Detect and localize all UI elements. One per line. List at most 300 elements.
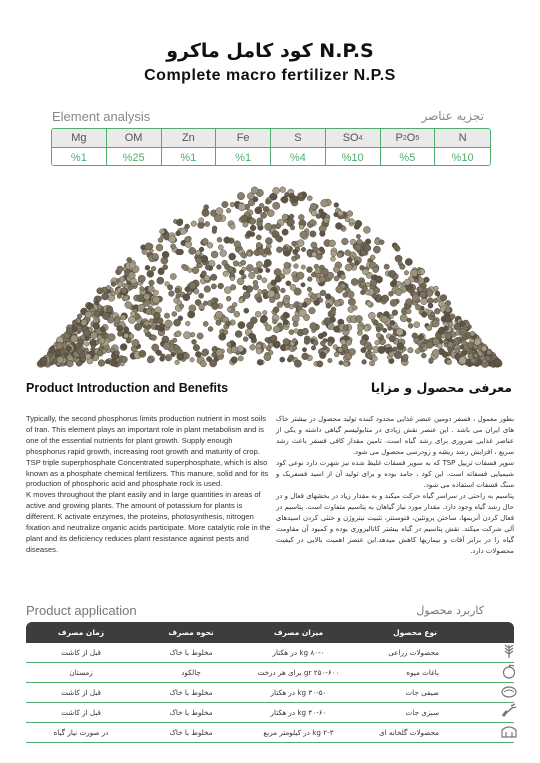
granule: [365, 291, 369, 295]
granule: [128, 272, 135, 279]
application-label-fa: کاربرد محصول: [416, 604, 484, 617]
granule: [331, 256, 336, 261]
granule: [243, 337, 248, 342]
element-value: %25: [107, 148, 162, 166]
granule: [220, 250, 227, 257]
granule: [429, 358, 434, 363]
granule: [283, 298, 289, 304]
granule: [102, 312, 109, 319]
granule: [280, 187, 286, 193]
apple-icon: [498, 661, 520, 681]
granule: [124, 333, 129, 338]
granule: [408, 323, 413, 328]
element-analysis-table: [51, 128, 491, 166]
granule: [90, 332, 97, 339]
granule: [471, 358, 476, 363]
granule: [366, 282, 371, 287]
cell-method: مخلوط با خاک: [169, 728, 213, 737]
granule: [421, 312, 427, 318]
granule: [203, 321, 208, 326]
granule: [158, 268, 164, 274]
element-value: %10: [435, 148, 490, 166]
granule: [166, 356, 171, 361]
granule: [235, 331, 242, 338]
granule: [485, 356, 490, 361]
granule: [283, 338, 290, 345]
granule: [246, 264, 253, 271]
granule: [271, 280, 277, 286]
granule: [128, 316, 135, 323]
granule: [40, 361, 46, 367]
granule: [163, 265, 168, 270]
granule: [312, 252, 317, 257]
granule: [49, 347, 56, 354]
cell-amount: ۴۰-۶۰ kg در هکتار: [270, 708, 327, 717]
granule: [272, 320, 277, 325]
granule: [406, 299, 413, 306]
granule: [394, 351, 401, 358]
granule: [191, 221, 197, 227]
granule: [362, 360, 367, 365]
granule: [261, 315, 268, 322]
granule: [369, 361, 374, 366]
granule: [420, 292, 427, 299]
granule: [183, 353, 190, 360]
granule: [276, 247, 282, 253]
granule: [67, 360, 74, 367]
granule: [395, 255, 402, 262]
granule: [374, 287, 380, 293]
granule: [406, 309, 411, 314]
cell-time: زمستان: [69, 668, 93, 677]
granule: [60, 349, 66, 355]
granule: [282, 229, 288, 235]
granule: [455, 348, 460, 353]
granule: [207, 242, 213, 248]
cell-time: قبل از کاشت: [61, 708, 101, 717]
granule: [277, 302, 283, 308]
element-header: N: [435, 129, 490, 148]
granule: [140, 286, 145, 291]
granule: [138, 275, 145, 282]
granule: [148, 286, 155, 293]
granule: [241, 215, 248, 222]
column-header: نحوه مصرف: [168, 628, 214, 637]
granule: [145, 265, 150, 270]
granule: [415, 349, 420, 354]
granule: [99, 338, 105, 344]
granule: [263, 310, 268, 315]
element-header: P 2 O 5: [381, 129, 436, 148]
granule: [212, 302, 219, 309]
granule: [375, 276, 382, 283]
granule: [345, 250, 351, 256]
granule: [97, 288, 103, 294]
granule: [319, 247, 324, 252]
granule: [299, 225, 304, 230]
granule: [84, 342, 89, 347]
granule: [171, 244, 176, 249]
granule: [145, 243, 152, 250]
granule: [238, 356, 243, 361]
element-value: %5: [381, 148, 436, 166]
granule: [77, 314, 82, 319]
granule: [289, 330, 294, 335]
element-header: SO 4: [326, 129, 381, 148]
granule: [217, 237, 222, 242]
granule: [219, 333, 226, 340]
granule: [304, 339, 310, 345]
granule: [348, 298, 355, 305]
granule: [328, 342, 333, 347]
granule: [293, 249, 298, 254]
granule: [227, 342, 232, 347]
granule: [370, 255, 375, 260]
granule: [100, 327, 105, 332]
granule: [253, 197, 258, 202]
granule: [404, 271, 409, 276]
granule: [265, 223, 272, 230]
granule: [289, 214, 294, 219]
granule: [229, 253, 236, 260]
granule: [273, 187, 280, 194]
granule: [338, 347, 343, 352]
granule: [123, 295, 128, 300]
granule: [309, 307, 316, 314]
vegetable-icon: [498, 701, 520, 721]
granule: [175, 331, 181, 337]
granule: [354, 244, 361, 251]
element-value: %1: [162, 148, 217, 166]
granule: [174, 345, 179, 350]
cell-time: قبل از کاشت: [61, 648, 101, 657]
granule: [459, 357, 467, 365]
granule: [81, 320, 87, 326]
granule: [202, 209, 209, 216]
granule: [230, 224, 235, 229]
element-header: Zn: [162, 129, 217, 148]
granule: [111, 359, 118, 366]
granule: [434, 286, 439, 291]
granule: [459, 321, 465, 327]
granule: [120, 315, 126, 321]
granule: [256, 242, 261, 247]
granule: [117, 325, 123, 331]
granule: [426, 290, 433, 297]
granule: [338, 210, 344, 216]
granule: [421, 353, 426, 358]
granule: [403, 354, 409, 360]
granule: [66, 346, 72, 352]
granule: [405, 258, 412, 265]
granule: [396, 328, 403, 335]
granule: [160, 229, 165, 234]
granule: [392, 279, 397, 284]
granule: [144, 321, 149, 326]
granule: [347, 211, 353, 217]
paragraph: پتاسیم به راحتی در سراسر گیاه حرکت میکند و به مقدار زیاد در بخشهای فعال و در حال رشد گیاه وجود دارد. مقدار مورد نیاز گیاهان به پتاسیم متفاوت است. پتاسیم در فعال کردن آنزیمها، ساختن پروتئین، فتوسنتز، تثبیت نیتروژن و خنثی کردن اسیدهای آلی شرکت میکند. نقش پتاسیم در گیاه بیشتر کاتالیزوری بوده و کمبود آن مقاومت گیاه را در برابر آفات و بیماریها کاهش میدهد.این عنصر اهمیت بالایی در کیفیت محصولات دارد.: [276, 492, 514, 555]
granule: [205, 221, 210, 226]
granule: [487, 350, 492, 355]
granule: [292, 338, 296, 342]
element-analysis-label: Element analysis: [52, 109, 151, 124]
granule: [340, 274, 345, 279]
granule: [313, 340, 318, 345]
granule: [410, 269, 418, 277]
granule: [257, 297, 263, 303]
granule: [83, 329, 90, 336]
granule: [234, 311, 240, 317]
granule: [158, 238, 163, 243]
wheat-icon: [498, 641, 520, 661]
granule: [367, 353, 372, 358]
granule: [435, 291, 440, 296]
granule: [250, 232, 255, 237]
granule: [307, 267, 313, 273]
granule: [321, 199, 329, 207]
granule: [447, 360, 452, 365]
granule: [346, 340, 352, 346]
granule: [121, 344, 127, 350]
granule: [183, 332, 190, 339]
granule: [273, 341, 280, 348]
granule: [273, 307, 279, 313]
granule: [400, 264, 406, 270]
granule: [292, 346, 297, 351]
granule: [211, 251, 218, 258]
granule: [314, 300, 320, 306]
granule: [430, 312, 435, 317]
granule: [421, 298, 427, 304]
granule: [149, 280, 155, 286]
granule: [440, 295, 446, 301]
granule: [76, 361, 82, 367]
granule: [283, 319, 289, 325]
granule: [241, 253, 246, 258]
granule: [389, 336, 395, 342]
granule: [367, 345, 372, 350]
granule: [164, 313, 169, 318]
granule: [381, 316, 388, 323]
granule: [258, 268, 263, 273]
element-value: %4: [271, 148, 326, 166]
granule: [230, 202, 235, 207]
table-row: [26, 663, 514, 683]
granule: [407, 318, 412, 323]
granule: [345, 353, 352, 360]
granule: [218, 283, 224, 289]
granule: [294, 329, 299, 334]
granule: [364, 326, 370, 332]
granule: [345, 264, 352, 271]
granule: [302, 302, 307, 307]
element-header: Fe: [216, 129, 271, 148]
granule: [297, 272, 304, 279]
granule: [298, 193, 304, 199]
granule: [266, 346, 271, 351]
granule: [105, 359, 110, 364]
granule: [302, 348, 306, 352]
granule: [397, 343, 404, 350]
granule: [177, 249, 183, 255]
title-persian: کود کامل ماکرو N.P.S: [166, 40, 374, 62]
granule: [432, 320, 439, 327]
granule: [151, 266, 156, 271]
table-header-row: [26, 622, 514, 643]
granule: [127, 257, 132, 262]
granule: [256, 235, 261, 240]
granule: [195, 351, 201, 357]
granule: [66, 327, 73, 334]
granule: [239, 298, 244, 303]
granule: [264, 248, 271, 255]
granule: [183, 294, 190, 301]
granule: [227, 266, 233, 272]
granule: [185, 321, 190, 326]
intro-title-fa: معرفی محصول و مزایا: [370, 380, 512, 395]
granule: [252, 338, 257, 343]
granule: [289, 355, 294, 360]
cell-method: مخلوط با خاک: [169, 648, 213, 657]
granule: [375, 340, 380, 345]
granule: [255, 207, 262, 214]
granule: [196, 250, 201, 255]
granule: [117, 266, 123, 272]
granule: [174, 319, 181, 326]
granule: [361, 281, 366, 286]
granule: [196, 257, 202, 263]
cell-method: مخلوط با خاک: [169, 688, 213, 697]
granule: [124, 327, 129, 332]
granule: [213, 298, 218, 303]
granule: [331, 310, 336, 315]
granule: [336, 286, 343, 293]
granule: [290, 284, 296, 290]
table-row: [26, 683, 514, 703]
granule: [322, 332, 327, 337]
granule: [428, 303, 433, 308]
granule: [307, 196, 312, 201]
granule: [482, 346, 487, 351]
granule: [286, 281, 291, 286]
granule: [300, 231, 307, 238]
granule: [230, 276, 234, 280]
granule: [320, 231, 326, 237]
granule: [412, 333, 418, 339]
granule: [302, 328, 309, 335]
granule: [125, 301, 132, 308]
granule: [469, 349, 474, 354]
granule: [414, 322, 420, 328]
granule: [165, 320, 173, 328]
granule: [442, 351, 448, 357]
granule: [192, 339, 197, 344]
granule: [445, 300, 451, 306]
granule: [310, 219, 316, 225]
table-row: [26, 723, 514, 743]
granule: [364, 245, 371, 252]
granule: [205, 265, 210, 270]
granule: [126, 338, 131, 343]
granule: [311, 294, 316, 299]
cell-method: مخلوط با خاک: [169, 708, 213, 717]
granule: [255, 311, 261, 317]
granule: [218, 245, 223, 250]
granule: [293, 321, 298, 326]
granule: [97, 305, 102, 310]
granule: [367, 301, 372, 306]
granule: [275, 235, 281, 241]
granule: [239, 270, 244, 275]
granule: [426, 325, 432, 331]
granule: [292, 241, 297, 246]
granule: [390, 320, 395, 325]
granule: [356, 315, 363, 322]
granule: [226, 296, 231, 301]
granule: [294, 360, 301, 367]
granule: [189, 247, 196, 254]
granule: [114, 350, 119, 355]
granule: [379, 240, 384, 245]
granule: [495, 359, 502, 366]
granule: [215, 311, 222, 318]
granule: [437, 343, 442, 348]
granule: [108, 334, 115, 341]
granule: [152, 253, 159, 260]
granule: [132, 339, 139, 346]
granule: [325, 294, 331, 300]
granule: [172, 312, 177, 317]
element-header: Mg: [52, 129, 107, 148]
granule: [202, 238, 208, 244]
granule: [163, 342, 170, 349]
granule: [223, 271, 229, 277]
granule: [217, 265, 222, 270]
granule: [412, 294, 419, 301]
granule: [175, 288, 180, 293]
granule: [283, 247, 289, 253]
granule: [189, 282, 196, 289]
granule: [310, 231, 316, 237]
granule: [363, 226, 370, 233]
granule: [281, 196, 288, 203]
granule: [331, 251, 337, 257]
granule: [176, 219, 182, 225]
granule: [383, 328, 387, 332]
granule: [324, 217, 330, 223]
cell-crop: سبزی جات: [405, 708, 439, 717]
granule: [209, 360, 216, 367]
granule: [390, 299, 397, 306]
granule: [256, 348, 262, 354]
granule: [311, 346, 316, 351]
granule: [319, 352, 326, 359]
granule: [216, 208, 223, 215]
granule: [314, 264, 319, 269]
granule: [423, 346, 428, 351]
granule: [153, 296, 160, 303]
granule: [251, 187, 258, 194]
table-row: [26, 703, 514, 723]
title-english: Complete macro fertilizer N.P.S: [144, 67, 396, 84]
granule: [262, 278, 267, 283]
granule: [439, 301, 445, 307]
granule: [432, 349, 439, 356]
granule: [265, 325, 271, 331]
granule: [295, 254, 300, 259]
granule: [188, 268, 193, 273]
granule: [134, 323, 141, 330]
